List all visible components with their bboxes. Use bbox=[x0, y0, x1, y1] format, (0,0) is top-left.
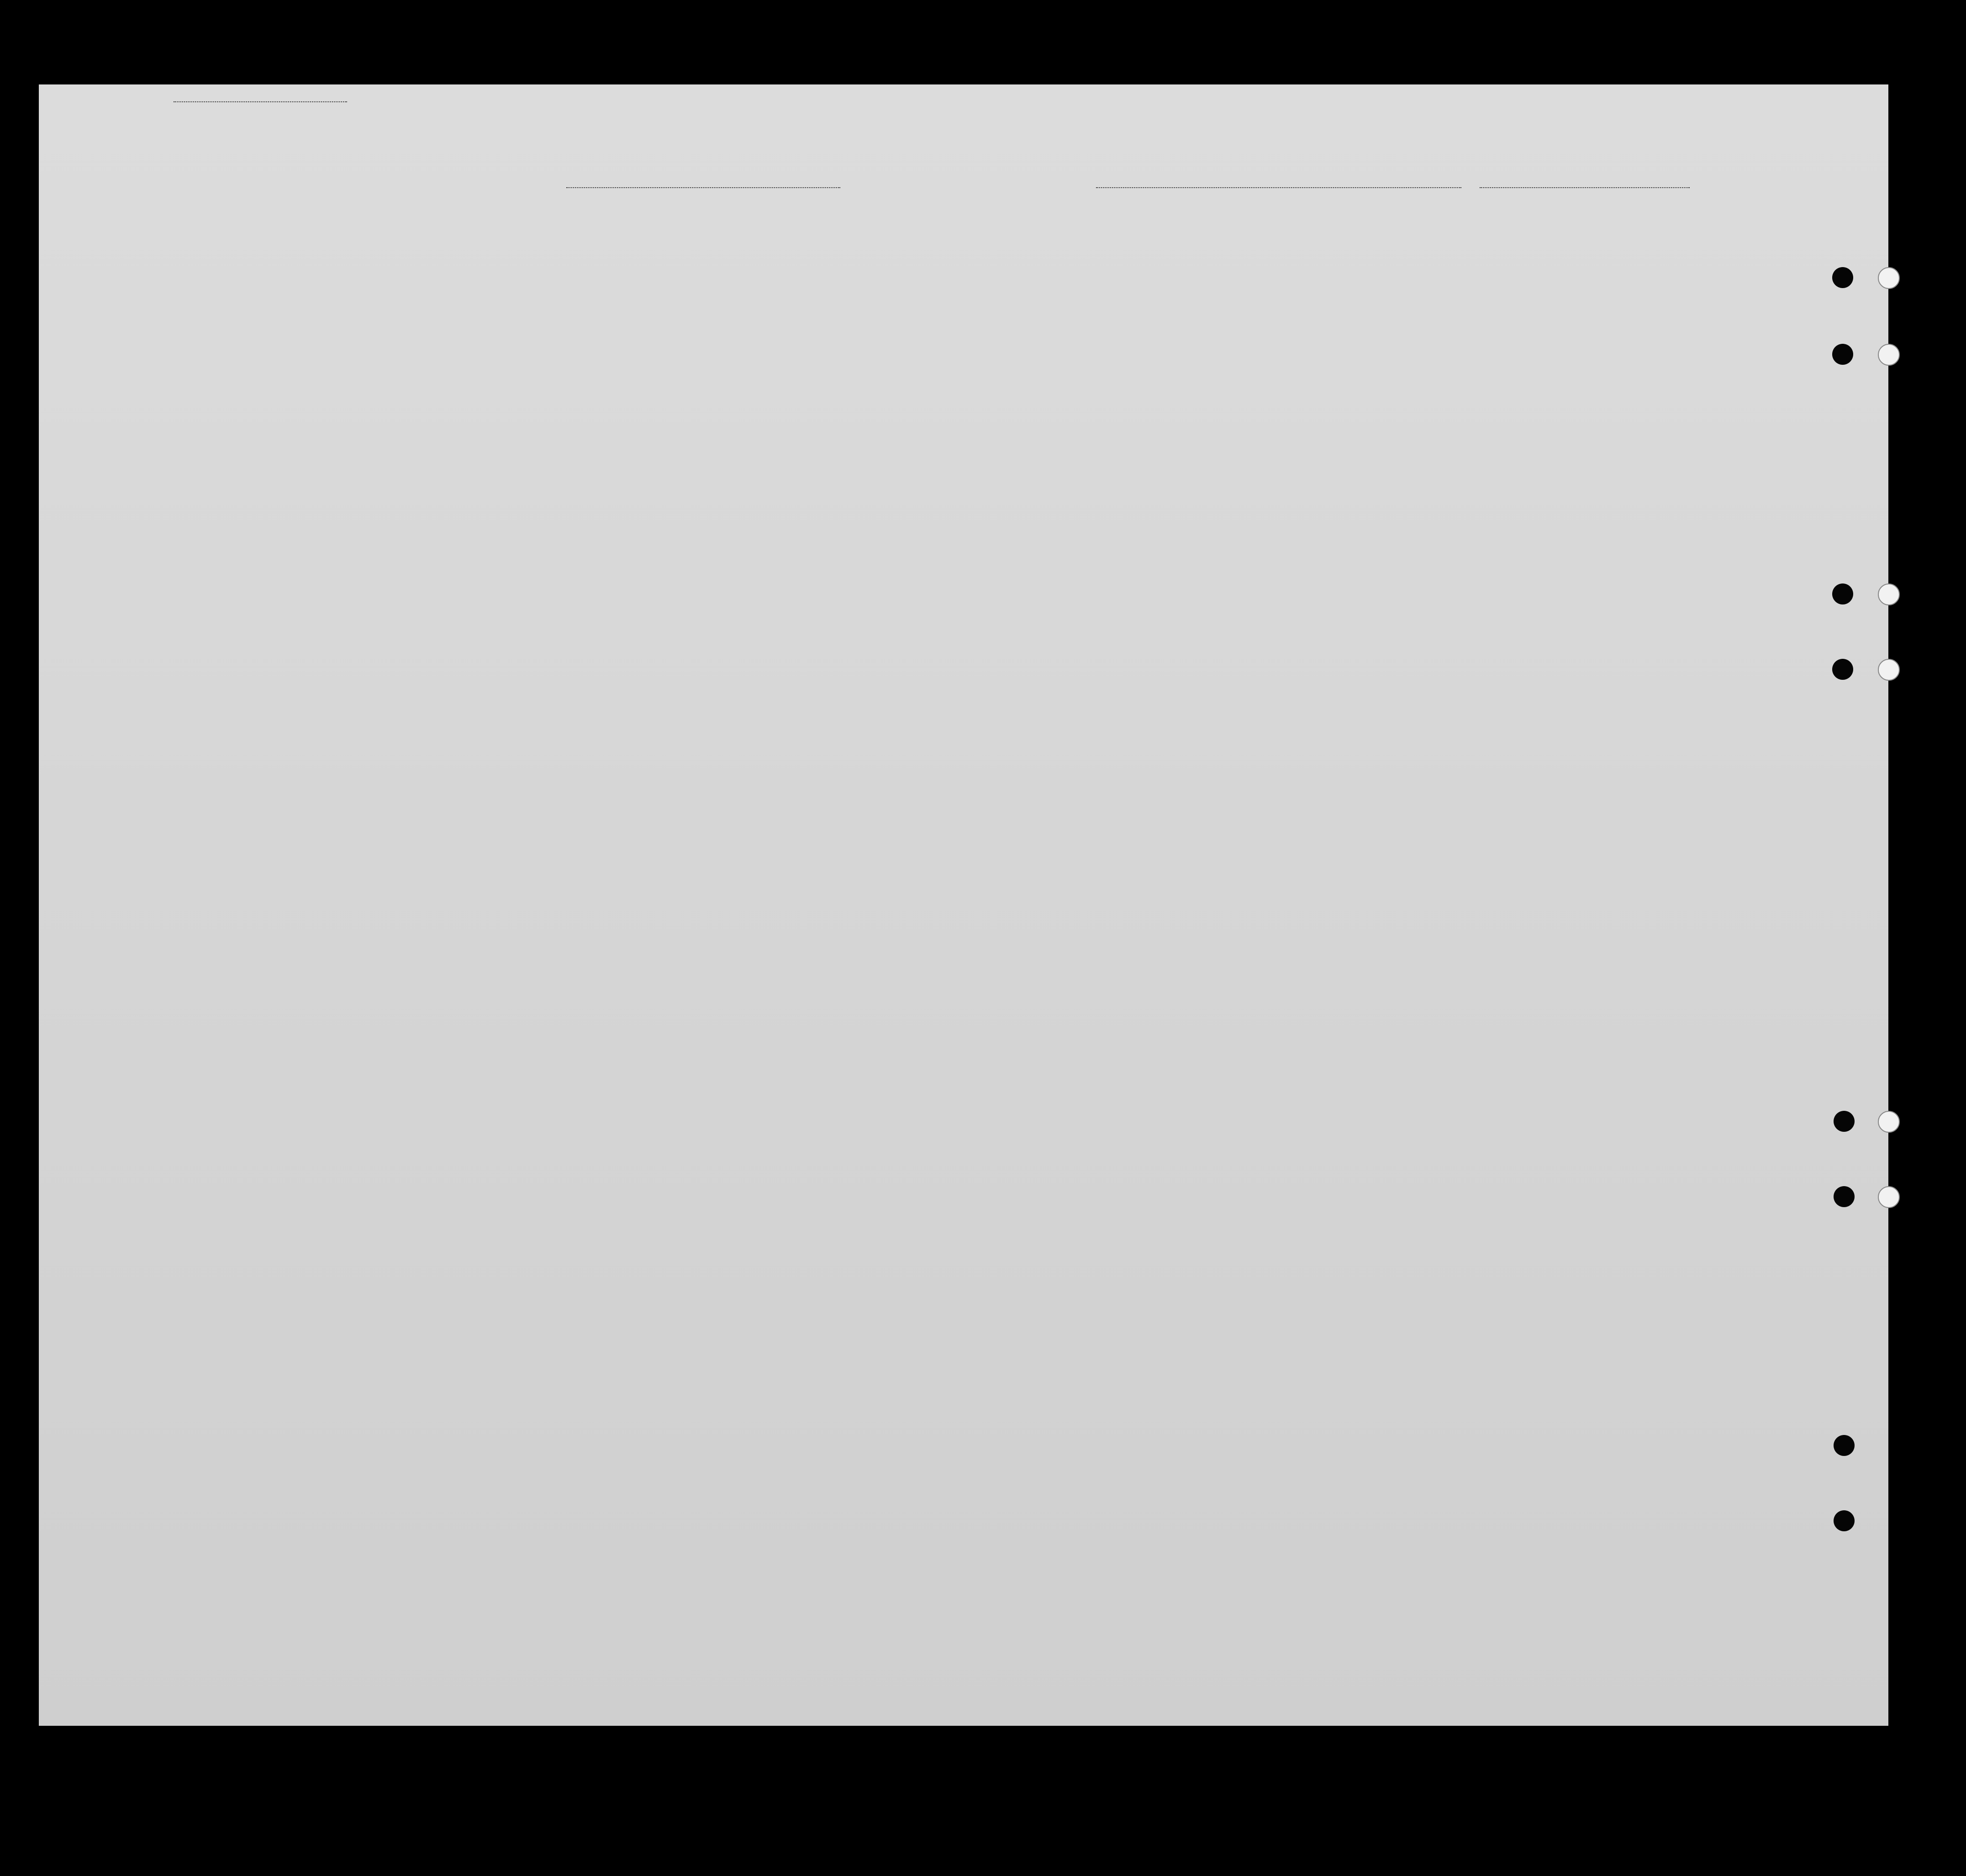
binder-hole bbox=[1878, 659, 1900, 681]
binder-hole bbox=[1832, 267, 1853, 288]
binder-hole bbox=[1878, 1186, 1900, 1208]
binder-hole bbox=[1878, 344, 1900, 366]
ship-line bbox=[566, 187, 840, 188]
binder-hole bbox=[1832, 344, 1853, 365]
list-line bbox=[174, 101, 347, 102]
binder-hole bbox=[1834, 1186, 1855, 1207]
binder-hole bbox=[1834, 1111, 1855, 1132]
binder-hole bbox=[1878, 583, 1900, 605]
binder-hole bbox=[1832, 659, 1853, 680]
binder-hole bbox=[1834, 1510, 1855, 1531]
port-line bbox=[1096, 187, 1461, 188]
binder-hole bbox=[1878, 267, 1900, 289]
binder-hole bbox=[1878, 1111, 1900, 1133]
binder-hole bbox=[1834, 1435, 1855, 1456]
date-line bbox=[1480, 187, 1690, 188]
binder-hole bbox=[1832, 583, 1853, 604]
